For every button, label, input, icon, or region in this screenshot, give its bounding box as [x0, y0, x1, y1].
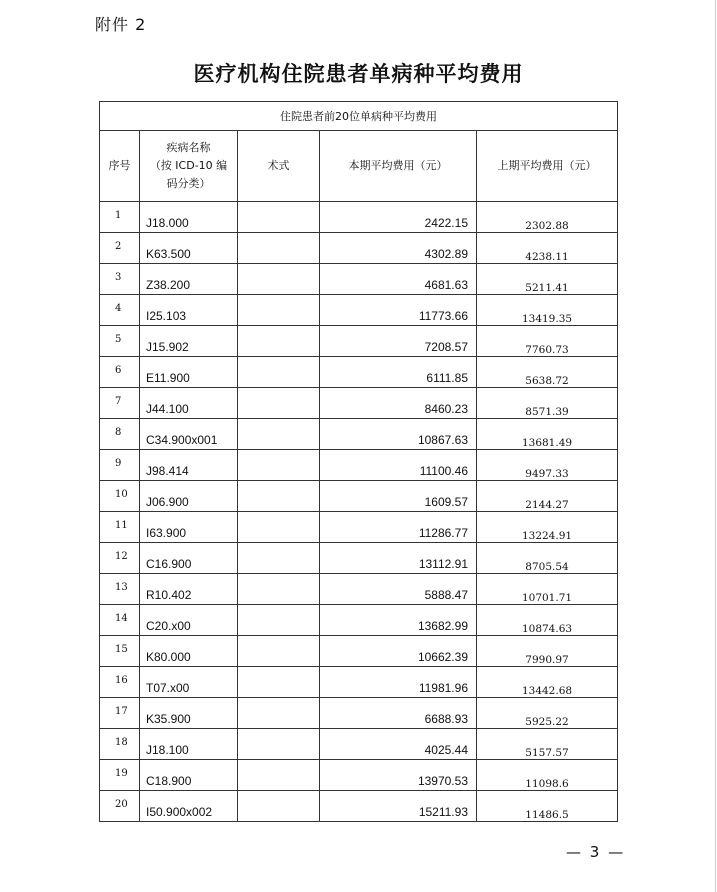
- disease-code: R10.402: [140, 574, 238, 605]
- table-row: [100, 791, 618, 822]
- previous-cost: 5157.57: [477, 729, 618, 760]
- current-cost: 7208.57: [320, 326, 477, 357]
- table-row: [100, 326, 618, 357]
- attachment-label: 附件 2: [95, 15, 147, 34]
- previous-cost: 9497.33: [477, 450, 618, 481]
- row-number: 7: [100, 388, 140, 419]
- table-row: [100, 543, 618, 574]
- row-number: 9: [100, 450, 140, 481]
- operation-cell: [238, 574, 320, 605]
- previous-cost: 7990.97: [477, 636, 618, 667]
- operation-cell: [238, 512, 320, 543]
- previous-cost: 5211.41: [477, 264, 618, 295]
- disease-code: I50.900x002: [140, 791, 238, 822]
- operation-cell: [238, 233, 320, 264]
- row-number: 2: [100, 233, 140, 264]
- disease-code: C18.900: [140, 760, 238, 791]
- current-cost: 5888.47: [320, 574, 477, 605]
- previous-cost: 4238.11: [477, 233, 618, 264]
- table-row: [100, 481, 618, 512]
- previous-cost: 2302.88: [477, 202, 618, 233]
- table-row: [100, 605, 618, 636]
- column-header-disease-line3: 码分类）: [166, 177, 211, 190]
- table-caption: 住院患者前20位单病种平均费用: [100, 102, 618, 131]
- column-header-current-cost: 本期平均费用（元）: [320, 131, 477, 202]
- table-row: [100, 450, 618, 481]
- cost-table: [99, 101, 618, 822]
- disease-code: E11.900: [140, 357, 238, 388]
- column-header-operation: 术式: [238, 131, 320, 202]
- row-number: 3: [100, 264, 140, 295]
- table-row: [100, 512, 618, 543]
- previous-cost: 5638.72: [477, 357, 618, 388]
- disease-code: J15.902: [140, 326, 238, 357]
- current-cost: 11981.96: [320, 667, 477, 698]
- operation-cell: [238, 326, 320, 357]
- disease-code: K35.900: [140, 698, 238, 729]
- previous-cost: 11098.6: [477, 760, 618, 791]
- operation-cell: [238, 760, 320, 791]
- row-number: 5: [100, 326, 140, 357]
- disease-code: J98.414: [140, 450, 238, 481]
- current-cost: 11100.46: [320, 450, 477, 481]
- current-cost: 4302.89: [320, 233, 477, 264]
- table-row: [100, 388, 618, 419]
- current-cost: 6111.85: [320, 357, 477, 388]
- disease-code: C20.x00: [140, 605, 238, 636]
- disease-code: T07.x00: [140, 667, 238, 698]
- current-cost: 13970.53: [320, 760, 477, 791]
- current-cost: 4025.44: [320, 729, 477, 760]
- page-number: — 3 —: [566, 843, 626, 861]
- column-header-previous-cost: 上期平均费用（元）: [477, 131, 618, 202]
- current-cost: 11286.77: [320, 512, 477, 543]
- row-number: 11: [100, 512, 140, 543]
- operation-cell: [238, 357, 320, 388]
- table-row: [100, 233, 618, 264]
- table-row: [100, 419, 618, 450]
- previous-cost: 13442.68: [477, 667, 618, 698]
- disease-code: K80.000: [140, 636, 238, 667]
- table-row: [100, 202, 618, 233]
- row-number: 13: [100, 574, 140, 605]
- table-caption-row: [100, 102, 618, 131]
- table-row: [100, 295, 618, 326]
- previous-cost: 10701.71: [477, 574, 618, 605]
- row-number: 14: [100, 605, 140, 636]
- table-row: [100, 760, 618, 791]
- column-header-disease-line1: 疾病名称: [166, 141, 211, 154]
- row-number: 17: [100, 698, 140, 729]
- operation-cell: [238, 450, 320, 481]
- row-number: 12: [100, 543, 140, 574]
- previous-cost: 8571.39: [477, 388, 618, 419]
- current-cost: 15211.93: [320, 791, 477, 822]
- row-number: 1: [100, 202, 140, 233]
- operation-cell: [238, 419, 320, 450]
- table-row: [100, 264, 618, 295]
- current-cost: 10662.39: [320, 636, 477, 667]
- current-cost: 4681.63: [320, 264, 477, 295]
- current-cost: 8460.23: [320, 388, 477, 419]
- table-row: [100, 698, 618, 729]
- row-number: 8: [100, 419, 140, 450]
- previous-cost: 13419.35: [477, 295, 618, 326]
- previous-cost: 2144.27: [477, 481, 618, 512]
- disease-code: J18.000: [140, 202, 238, 233]
- table-row: [100, 667, 618, 698]
- disease-code: K63.500: [140, 233, 238, 264]
- table-row: [100, 574, 618, 605]
- row-number: 10: [100, 481, 140, 512]
- disease-code: J18.100: [140, 729, 238, 760]
- table-row: [100, 636, 618, 667]
- disease-code: J44.100: [140, 388, 238, 419]
- current-cost: 13682.99: [320, 605, 477, 636]
- current-cost: 6688.93: [320, 698, 477, 729]
- disease-code: Z38.200: [140, 264, 238, 295]
- operation-cell: [238, 729, 320, 760]
- row-number: 6: [100, 357, 140, 388]
- operation-cell: [238, 202, 320, 233]
- current-cost: 11773.66: [320, 295, 477, 326]
- row-number: 19: [100, 760, 140, 791]
- disease-code: C34.900x001: [140, 419, 238, 450]
- current-cost: 10867.63: [320, 419, 477, 450]
- table-body: [100, 202, 618, 822]
- current-cost: 1609.57: [320, 481, 477, 512]
- column-header-disease-line2: （按 ICD-10 编: [149, 159, 228, 172]
- column-header-disease: [140, 131, 238, 202]
- operation-cell: [238, 481, 320, 512]
- operation-cell: [238, 636, 320, 667]
- operation-cell: [238, 295, 320, 326]
- column-header-no: 序号: [100, 131, 140, 202]
- disease-code: J06.900: [140, 481, 238, 512]
- row-number: 18: [100, 729, 140, 760]
- operation-cell: [238, 605, 320, 636]
- disease-code: C16.900: [140, 543, 238, 574]
- previous-cost: 13224.91: [477, 512, 618, 543]
- previous-cost: 11486.5: [477, 791, 618, 822]
- operation-cell: [238, 698, 320, 729]
- row-number: 15: [100, 636, 140, 667]
- operation-cell: [238, 667, 320, 698]
- disease-code: I63.900: [140, 512, 238, 543]
- previous-cost: 10874.63: [477, 605, 618, 636]
- table-row: [100, 357, 618, 388]
- previous-cost: 8705.54: [477, 543, 618, 574]
- operation-cell: [238, 791, 320, 822]
- previous-cost: 13681.49: [477, 419, 618, 450]
- row-number: 16: [100, 667, 140, 698]
- current-cost: 13112.91: [320, 543, 477, 574]
- row-number: 20: [100, 791, 140, 822]
- current-cost: 2422.15: [320, 202, 477, 233]
- table-header-row: [100, 131, 618, 202]
- operation-cell: [238, 543, 320, 574]
- previous-cost: 5925.22: [477, 698, 618, 729]
- document-title: 医疗机构住院患者单病种平均费用: [193, 61, 524, 86]
- disease-code: I25.103: [140, 295, 238, 326]
- table-row: [100, 729, 618, 760]
- operation-cell: [238, 264, 320, 295]
- previous-cost: 7760.73: [477, 326, 618, 357]
- operation-cell: [238, 388, 320, 419]
- row-number: 4: [100, 295, 140, 326]
